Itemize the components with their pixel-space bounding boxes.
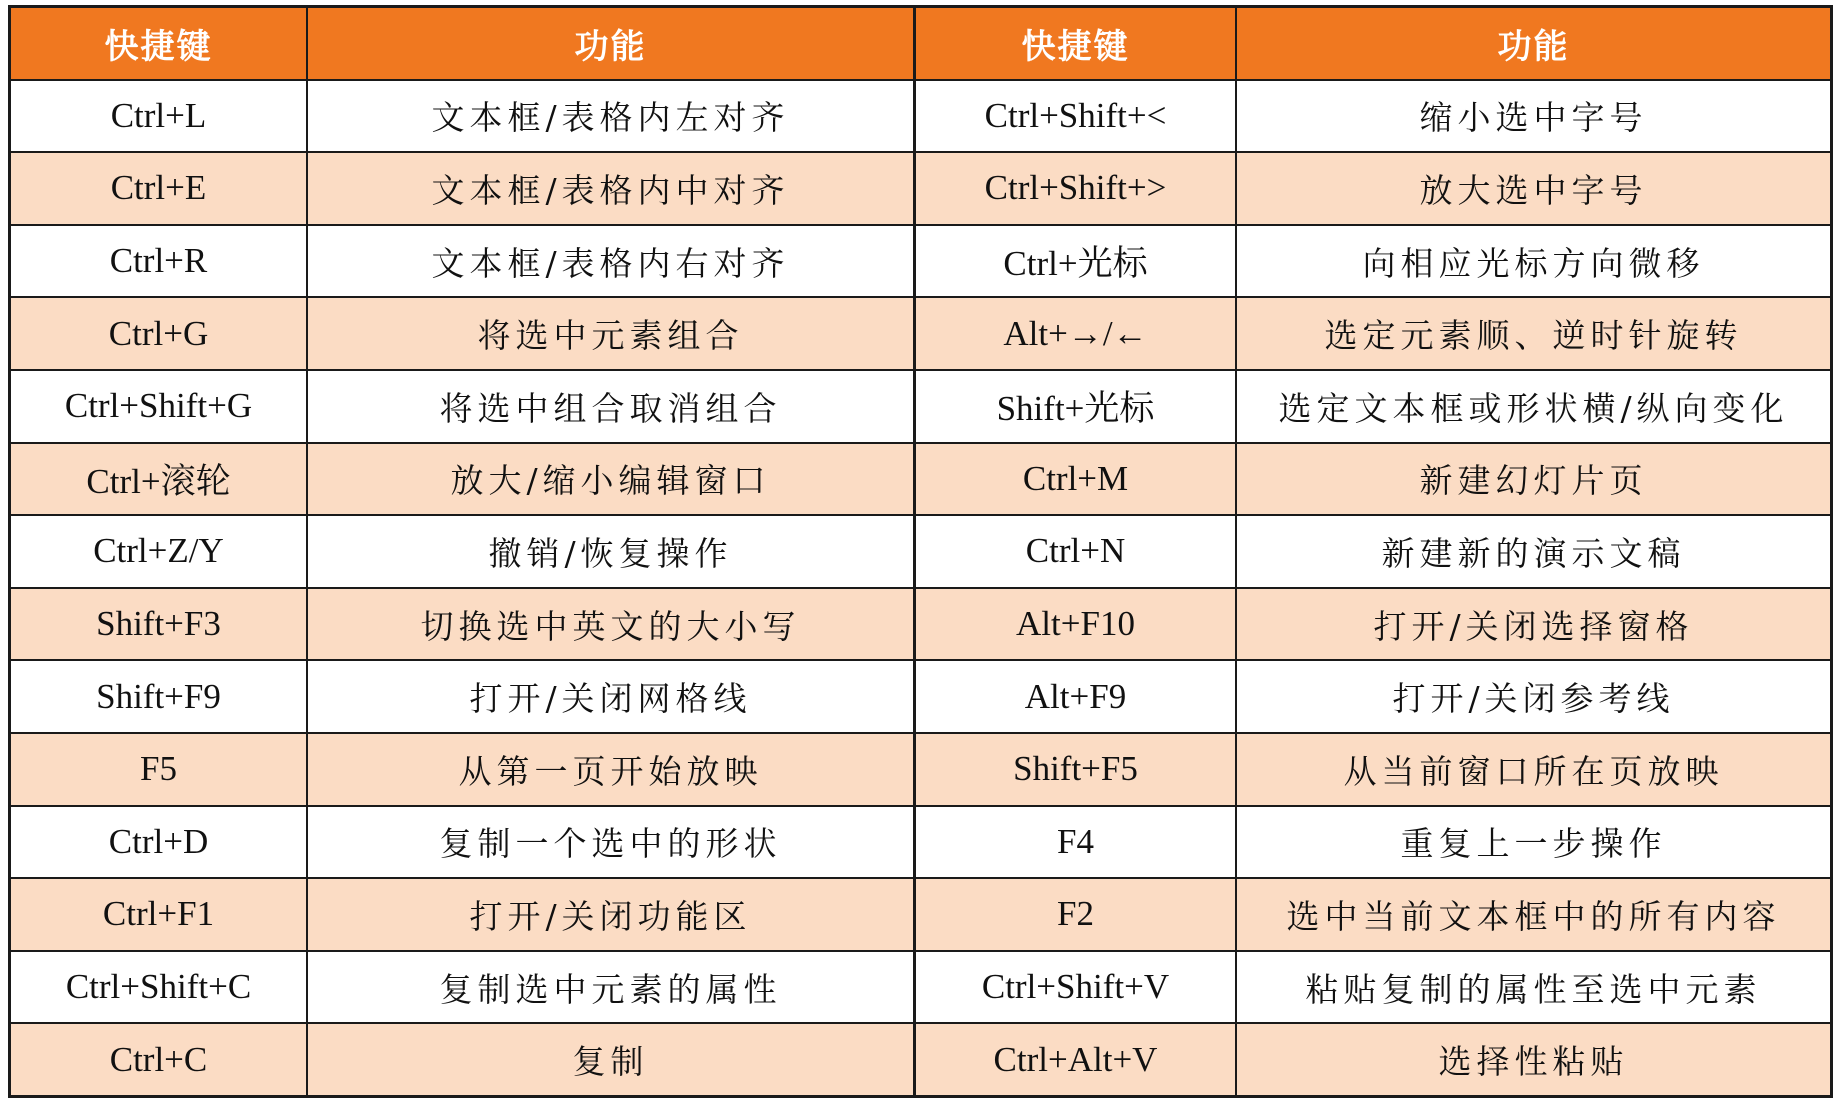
function-description-cell: 向相应光标方向微移 — [1362, 243, 1705, 283]
shortcut-key-cell: Ctrl+Alt+V — [916, 1024, 1237, 1095]
function-description-cell: 撤销/恢复操作 — [488, 533, 733, 573]
function-description-cell: 放大选中字号 — [1419, 170, 1648, 210]
function-description-cell: 选定文本框或形状横/纵向变化 — [1278, 388, 1789, 428]
shortcut-key-cell: Ctrl+滚轮 — [11, 444, 308, 515]
table-row — [916, 589, 1830, 662]
shortcut-key-cell: Shift+F5 — [916, 734, 1237, 805]
table-row — [916, 807, 1830, 880]
table-row — [916, 516, 1830, 589]
function-description-cell: 从第一页开始放映 — [458, 751, 763, 791]
table-row — [916, 226, 1830, 299]
table-row — [11, 81, 913, 154]
function-description-cell: 将选中元素组合 — [477, 316, 744, 356]
shortcut-key-cell: Ctrl+G — [11, 298, 308, 369]
table-header-row — [11, 8, 913, 81]
function-description-cell: 文本框/表格内左对齐 — [431, 98, 790, 138]
table-row — [916, 952, 1830, 1025]
shortcut-key-cell: Ctrl+Z/Y — [11, 516, 308, 587]
function-description-cell: 重复上一步操作 — [1400, 824, 1667, 864]
shortcut-key-cell: Alt+→/← — [916, 298, 1237, 369]
table-row — [11, 226, 913, 299]
shortcut-key-cell: Shift+F9 — [11, 661, 308, 732]
shortcut-key-cell: Ctrl+C — [11, 1024, 308, 1095]
header-shortcut: 快捷键 — [11, 8, 308, 79]
function-description-cell: 打开/关闭功能区 — [469, 896, 752, 936]
table-row — [916, 371, 1830, 444]
header-shortcut: 快捷键 — [916, 8, 1237, 79]
shortcut-key-cell: F2 — [916, 879, 1237, 950]
function-description-cell: 文本框/表格内右对齐 — [431, 243, 790, 283]
shortcut-table-left-half — [11, 8, 913, 1095]
table-row — [11, 153, 913, 226]
shortcut-key-cell: Shift+光标 — [916, 371, 1237, 442]
table-row — [11, 807, 913, 880]
function-description-cell: 切换选中英文的大小写 — [420, 606, 801, 646]
header-function: 功能 — [574, 26, 647, 67]
function-description-cell: 复制选中元素的属性 — [439, 969, 782, 1009]
shortcut-key-cell: Ctrl+Shift+> — [916, 153, 1237, 224]
shortcut-key-cell: F4 — [916, 807, 1237, 878]
table-row — [916, 734, 1830, 807]
function-description-cell: 打开/关闭参考线 — [1392, 679, 1675, 719]
function-description-cell: 文本框/表格内中对齐 — [431, 170, 790, 210]
shortcut-key-cell: Ctrl+N — [916, 516, 1237, 587]
table-row — [11, 444, 913, 517]
header-function: 功能 — [1497, 26, 1570, 67]
shortcut-key-cell: Ctrl+Shift+< — [916, 81, 1237, 152]
shortcut-key-cell: Ctrl+L — [11, 81, 308, 152]
table-row — [916, 298, 1830, 371]
table-row — [11, 371, 913, 444]
function-description-cell: 将选中组合取消组合 — [439, 388, 782, 428]
table-row — [11, 298, 913, 371]
function-description-cell: 放大/缩小编辑窗口 — [450, 461, 771, 501]
table-row — [11, 952, 913, 1025]
shortcut-key-cell: Ctrl+Shift+C — [11, 952, 308, 1023]
shortcut-key-cell: Alt+F10 — [916, 589, 1237, 660]
table-row — [11, 589, 913, 662]
function-description-cell: 从当前窗口所在页放映 — [1343, 751, 1724, 791]
table-row — [11, 516, 913, 589]
function-description-cell: 选择性粘贴 — [1438, 1042, 1629, 1082]
table-row — [11, 661, 913, 734]
shortcut-key-cell: Shift+F3 — [11, 589, 308, 660]
shortcut-key-cell: F5 — [11, 734, 308, 805]
function-description-cell: 粘贴复制的属性至选中元素 — [1305, 969, 1762, 1009]
table-row — [11, 734, 913, 807]
function-description-cell: 新建幻灯片页 — [1419, 461, 1648, 501]
table-header-row — [916, 8, 1830, 81]
function-description-cell: 缩小选中字号 — [1419, 98, 1648, 138]
shortcut-key-cell: Ctrl+M — [916, 444, 1237, 515]
shortcut-key-cell: Ctrl+光标 — [916, 226, 1237, 297]
table-row — [916, 1024, 1830, 1095]
shortcut-key-cell: Ctrl+Shift+V — [916, 952, 1237, 1023]
shortcut-table-right-half — [916, 8, 1830, 1095]
table-row — [916, 444, 1830, 517]
table-row — [11, 879, 913, 952]
table-row — [916, 661, 1830, 734]
shortcut-key-cell: Ctrl+Shift+G — [11, 371, 308, 442]
function-description-cell: 复制 — [572, 1042, 649, 1082]
shortcut-key-cell: Ctrl+R — [11, 226, 308, 297]
function-description-cell: 复制一个选中的形状 — [439, 824, 782, 864]
function-description-cell: 选定元素顺、逆时针旋转 — [1324, 316, 1743, 356]
table-row — [11, 1024, 913, 1095]
shortcut-key-cell: Alt+F9 — [916, 661, 1237, 732]
shortcut-table — [8, 5, 1833, 1098]
shortcut-key-cell: Ctrl+F1 — [11, 879, 308, 950]
table-row — [916, 81, 1830, 154]
shortcut-key-cell: Ctrl+D — [11, 807, 308, 878]
function-description-cell: 新建新的演示文稿 — [1381, 533, 1686, 573]
shortcut-key-cell: Ctrl+E — [11, 153, 308, 224]
table-row — [916, 879, 1830, 952]
function-description-cell: 打开/关闭网格线 — [469, 679, 752, 719]
function-description-cell: 打开/关闭选择窗格 — [1373, 606, 1694, 646]
function-description-cell: 选中当前文本框中的所有内容 — [1286, 896, 1781, 936]
table-row — [916, 153, 1830, 226]
